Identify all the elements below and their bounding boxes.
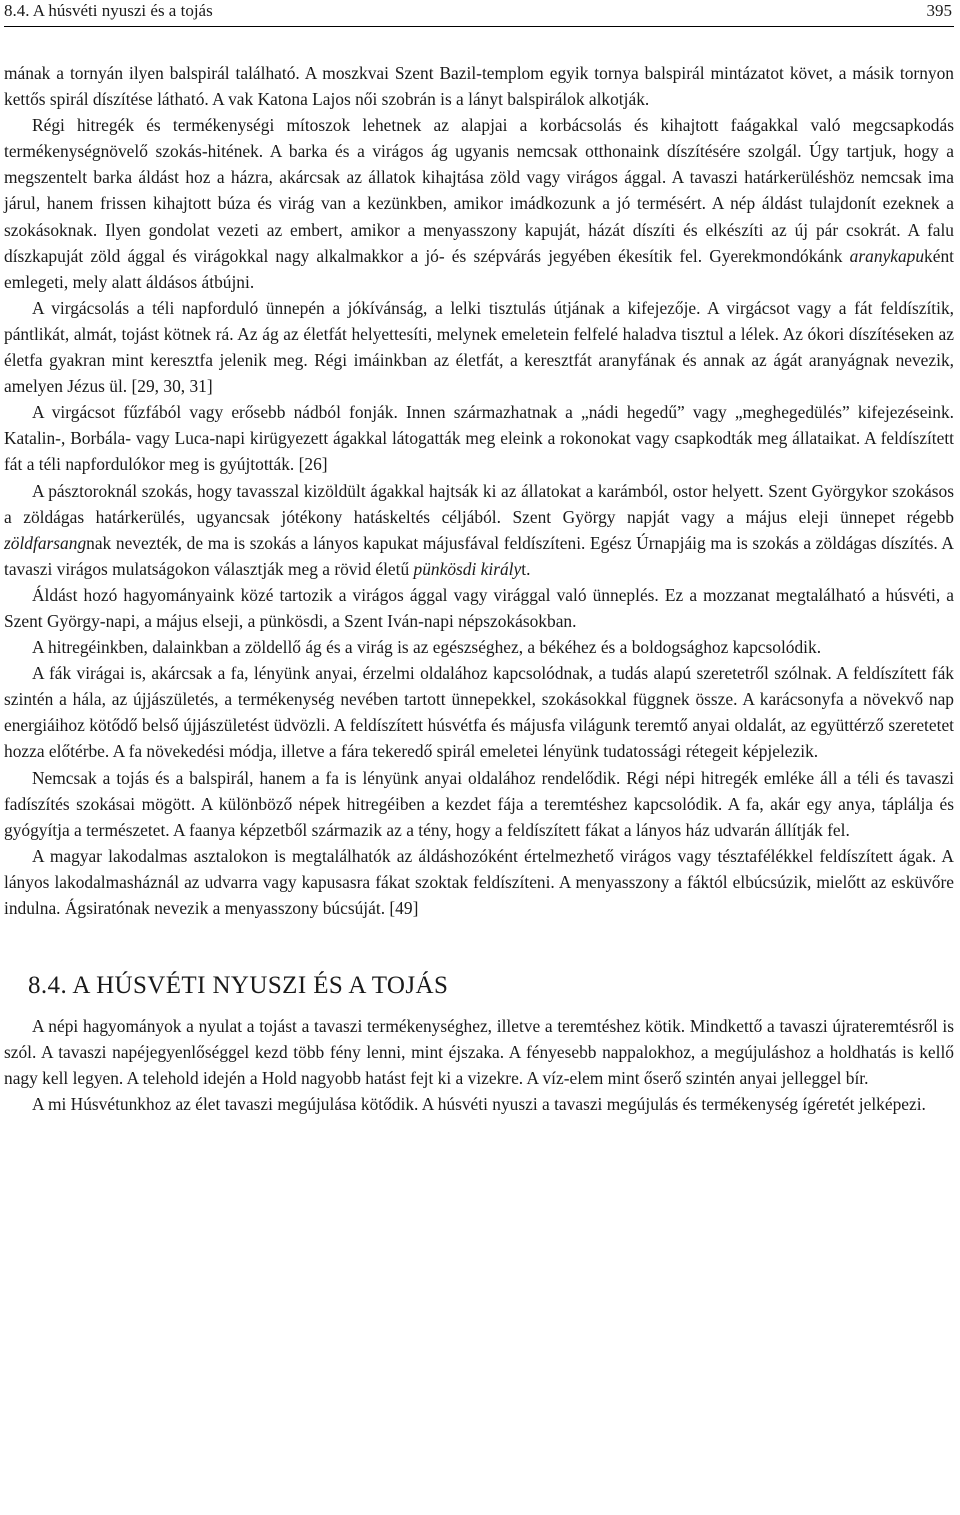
paragraph-11: A népi hagyományok a nyulat a tojást a tavaszi termékenységhez, illetve a teremtéshez kötik. Mindkettő a tavaszi újrateremtésről is szól. A tavaszi napéjegyenlőséggel kezd több fény lenni, mint éjszaka. A fényesebb nappalokhoz, a megújuláshoz a holdhatás is kellő nagy kell legyen. A telehold idején a Hold nagyobb hatást fejt ki a vizekre. A víz-elem mint őserő szintén anyai jelleggel bír. <box>4 1016 954 1089</box>
running-head-section-title: 8.4. A húsvéti nyuszi és a tojás <box>4 1 213 20</box>
paragraph-10: A magyar lakodalmas asztalokon is megtalálhatók az áldáshozóként értelmezhető virágos vagy tésztafélékkel feldíszített ágak. A lányos lakodalmasháznál az udvarra vagy kapusasra fákat szoktak feldíszíteni. A menyasszony a fáktól elbúcsúzik, mielőtt az esküvőre indulna. Ágsiratónak nevezik a menyasszony búcsúját. [49] <box>4 845 954 918</box>
paragraph-6: Áldást hozó hagyományaink közé tartozik a virágos ággal vagy virággal való ünneplés. Ez a mozzanat megtalálható a húsvéti, a Szent György-napi, a május elseji, a pünkösdi, a Szent Iván-napi népszokásokban. <box>4 584 954 631</box>
paragraph-5-emphasis-1: zöldfarsang <box>4 532 87 553</box>
paragraph-9: Nemcsak a tojás és a balspirál, hanem a fa is lényünk anyai oldalához rendelődik. Régi népi hitregék emléke áll a téli és tavaszi fadíszítés szokásai mögött. A különböző népek hitregéiben a kezdet fája a teremtéshez kapcsolódik. A fa, akár egy anya, táplálja és gyógyítja a természetet. A faanya képzetből származik az a tény, hogy a feldíszített fákat a lányos ház udvarán állítják fel. <box>4 767 954 840</box>
paragraph-5-text-b: nak nevezték, de ma is szokás a lányos kapukat májusfával feldíszíteni. Egész Úrnapjáig ma is szokás a zöldágas díszítés. A tavaszi virágos mulatságokon választják meg a rövid életű <box>4 532 954 579</box>
paragraph-5-emphasis-2: pünkösdi király <box>413 558 522 579</box>
paragraph-1: mának a tornyán ilyen balspirál található. A moszkvai Szent Bazil-templom egyik tornya balspirál mintázatot követ, a másik tornyon kettős spirál díszítése látható. A vak Katona Lajos női szobrán is a lányt balspirálok alkotják. <box>4 63 954 110</box>
paragraph-12: A mi Húsvétunkhoz az élet tavaszi megújulása kötődik. A húsvéti nyuszi a tavaszi megújulás és termékenység ígéretét jelképezi. <box>32 1094 926 1115</box>
paragraph-5-text-c: t. <box>521 558 531 579</box>
paragraph-5-text-a: A pásztoroknál szokás, hogy tavasszal kizöldült ágakkal hajtsák ki az állatokat a karámból, ostor helyett. Szent Györgykor szokásos a zöldágas határkerülés, ugyancsak jótékony hatáskeltés céljából. Szent György napját vagy a május eleji ünnepet régebb <box>4 480 954 527</box>
paragraph-2-text: Régi hitregék és termékenységi mítoszok lehetnek az alapjai a korbácsolás és kihajtott faágakkal való megcsapkodás termékenységnövelő szokás-hitének. A barka és a virágos ág ugyanis nemcsak otthonaink díszítésére szolgál. Úgy tartjuk, hogy a megszentelt barka áldást hoz a házra, akárcsak az állatok kihajtása zöld vagy virágos ággal. A tavaszi határkerüléshöz nemcsak ima járul, hanem frissen kihajtott búza és virág van a kezünkben, amikor imádkozunk a jó termésért. A nép áldást tulajdonít ezeknek a szokásoknak. Ilyen gondolat vezeti az embert, amikor a menyasszony kapuját, házát díszíti és elkészíti az új pár csokrát. A falu díszkapuját zöld ággal és virágokkal nagy alkalmakkor a jó- és szépvárás jegyében ékesítik fel. Gyerekmondókánk <box>4 115 954 266</box>
body-text <box>4 60 954 1117</box>
paragraph-2-emphasis: aranykapu <box>849 245 925 266</box>
paragraph-7: A hitregéinkben, dalainkban a zöldellő ág és a virág is az egészséghez, a békéhez és a boldogsághoz kapcsolódik. <box>32 637 822 658</box>
paragraph-5 <box>4 478 954 582</box>
paragraph-8: A fák virágai is, akárcsak a fa, lényünk anyai, érzelmi oldalához kapcsolódnak, a tudás alapú szeretetről szólnak. A feldíszített fák szintén a hála, az újjászületés, a termékenység nevében tartott ünnepekkel, szokásokkal függnek össze. A karácsonyfa a növekvő nap energiáihoz kötődő belső újjászületést üdvözli. A feldíszített húsvétfa és májusfa világunk teremtő anyai oldalát, az együttérző szeretetet hozza előtérbe. A fa növekedési módja, illetve a fára tekeredő spirál emeletei lényünk tudatossági rétegeit képjelezik. <box>4 663 954 762</box>
section-heading: 8.4. A HÚSVÉTI NYUSZI ÉS A TOJÁS <box>28 972 449 1000</box>
page-number: 395 <box>926 1 952 20</box>
running-head <box>4 0 954 27</box>
paragraph-3: A virgácsolás a téli napforduló ünnepén a jókívánság, a lelki tisztulás útjának a kifejezője. A virgácsot vagy a fát feldíszítik, pántlikát, almát, tojást kötnek rá. Az ág az életfát helyettesíti, melynek emeletein felfelé haladva tisztul a lélek. Az ókori díszítéseken az életfa gyakran mint keresztfa jelenik meg. Régi imáinkban az életfát, a keresztfát aranyfának és annak az ágát aranyágnak nevezik, amelyen Jézus ül. [29, 30, 31] <box>4 297 954 397</box>
paragraph-2-end: ként emlegeti, mely alatt áldásos átbújni. <box>4 245 954 292</box>
paragraph-4: A virgácsot fűzfából vagy erősebb nádból fonják. Innen származhatnak a „nádi hegedű” vagy „meghegedülés” kifejezéseink. Katalin-, Borbála- vagy Luca-napi kirügyezett ágakkal látogatták meg eleink a rokonokat vagy csapkodták meg állataikat. A feldíszített fát a téli napfordulókor meg is gyújtották. [26] <box>4 402 954 475</box>
paragraph-2 <box>4 112 954 295</box>
